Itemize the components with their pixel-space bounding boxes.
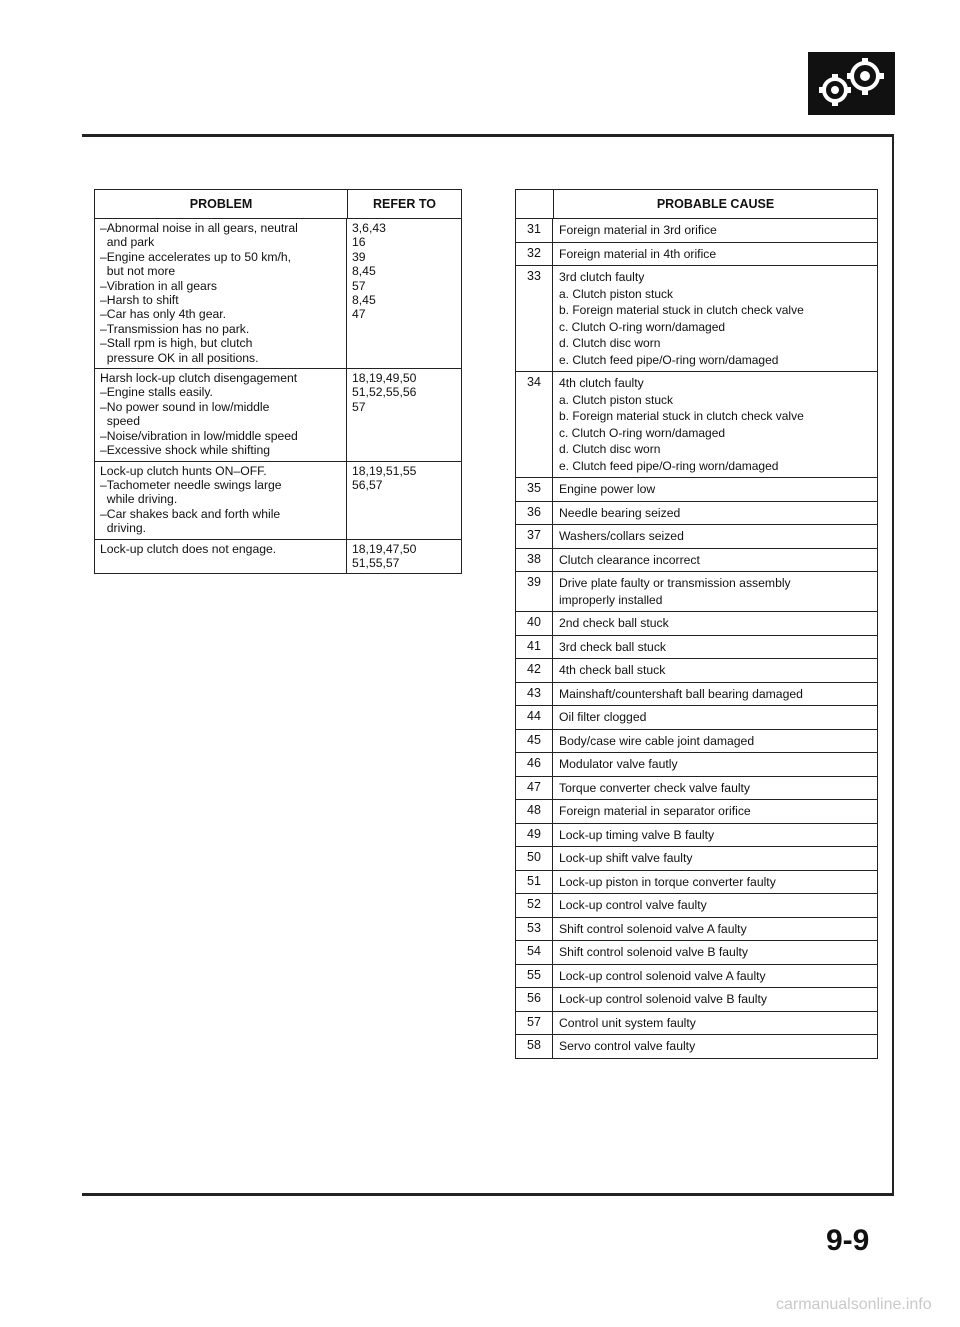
- cause-number: 41: [516, 636, 553, 659]
- cause-subline: b. Foreign material stuck in clutch check valve: [559, 409, 804, 423]
- cause-number: 31: [516, 219, 553, 242]
- header-number-cell: [516, 190, 554, 218]
- problem-row: [95, 540, 461, 574]
- problem-line: and park: [100, 235, 155, 250]
- cause-text: [553, 478, 877, 501]
- cause-row: [516, 777, 877, 801]
- cause-line: Lock-up control solenoid valve B faulty: [559, 992, 767, 1006]
- cause-line: Foreign material in 4th orifice: [559, 246, 717, 261]
- cause-line: Needle bearing seized: [559, 505, 681, 520]
- cause-number: 53: [516, 918, 553, 941]
- problem-line: but not more: [100, 264, 176, 279]
- cause-subline: b. Foreign material stuck in clutch check valve: [559, 303, 804, 317]
- refer-to-line: 51,52,55,56: [352, 385, 417, 400]
- refer-to-line: 51,55,57: [352, 555, 400, 570]
- cause-line: 3rd check ball stuck: [559, 639, 667, 654]
- refer-to-line: 57: [352, 278, 366, 293]
- cause-line: Engine power low: [559, 482, 656, 496]
- cause-text: [553, 502, 877, 525]
- problem-line: –Transmission has no park.: [100, 321, 250, 336]
- problem-row: [95, 369, 461, 461]
- page-number: 9-9: [826, 1224, 870, 1257]
- cause-text: [553, 730, 877, 753]
- problem-line: –Engine accelerates up to 50 km/h,: [100, 249, 292, 264]
- cause-row: [516, 219, 877, 243]
- cause-row: [516, 824, 877, 848]
- cause-text: [553, 372, 877, 477]
- cause-line: Modulator valve fautly: [559, 757, 678, 771]
- cause-row: [516, 525, 877, 549]
- cause-text: [553, 525, 877, 548]
- cause-number: 40: [516, 612, 553, 635]
- cause-line: Shift control solenoid valve A faulty: [559, 921, 747, 936]
- cause-subline: e. Clutch feed pipe/O-ring worn/damaged: [559, 458, 779, 473]
- problem-line: –Car shakes back and forth while: [100, 506, 281, 521]
- cause-row: [516, 636, 877, 660]
- cause-number: 45: [516, 730, 553, 753]
- cause-subline: e. Clutch feed pipe/O-ring worn/damaged: [559, 352, 779, 367]
- cause-text: [553, 988, 877, 1011]
- cause-row: [516, 372, 877, 478]
- problem-line: Lock-up clutch hunts ON–OFF.: [100, 463, 267, 478]
- problem-line: –Tachometer needle swings large: [100, 477, 282, 492]
- cause-text: [553, 918, 877, 941]
- problem-line: pressure OK in all positions.: [100, 350, 259, 365]
- cause-line: Lock-up timing valve B faulty: [559, 827, 715, 842]
- problem-line: –Harsh to shift: [100, 293, 179, 308]
- cause-line: Washers/collars seized: [559, 529, 684, 543]
- cause-row: [516, 683, 877, 707]
- cause-number: 33: [516, 266, 553, 371]
- cause-text: [553, 266, 877, 371]
- problem-line: Lock-up clutch does not engage.: [100, 541, 277, 556]
- cause-number: 34: [516, 372, 553, 477]
- refer-to-line: 56,57: [352, 477, 383, 492]
- cause-line: Foreign material in separator orifice: [559, 804, 751, 818]
- cause-row: [516, 502, 877, 526]
- cause-text: [553, 753, 877, 776]
- cause-number: 42: [516, 659, 553, 682]
- problem-line: driving.: [100, 521, 147, 536]
- cause-number: 57: [516, 1012, 553, 1035]
- problem-table-header: [95, 190, 461, 219]
- cause-line: Shift control solenoid valve B faulty: [559, 945, 749, 959]
- refer-to-line: 8,45: [352, 293, 376, 308]
- cause-line: Clutch clearance incorrect: [559, 552, 700, 567]
- cause-number: 44: [516, 706, 553, 729]
- cause-line: Lock-up control solenoid valve A faulty: [559, 968, 766, 983]
- problem-line: –No power sound in low/middle: [100, 399, 270, 414]
- cause-line: Oil filter clogged: [559, 710, 647, 724]
- cause-line: Foreign material in 3rd orifice: [559, 223, 717, 237]
- problem-line: –Car has only 4th gear.: [100, 307, 227, 322]
- cause-text: [553, 777, 877, 800]
- cause-line: 4th check ball stuck: [559, 663, 666, 677]
- cause-number: 54: [516, 941, 553, 964]
- cause-row: [516, 965, 877, 989]
- problem-line: speed: [100, 414, 140, 429]
- refer-to-line: 16: [352, 235, 366, 250]
- cause-row: [516, 847, 877, 871]
- cause-text: [553, 572, 877, 611]
- problem-cell: [95, 369, 347, 460]
- problem-line: –Stall rpm is high, but clutch: [100, 336, 253, 351]
- cause-line: Torque converter check valve faulty: [559, 780, 751, 795]
- cause-number: 55: [516, 965, 553, 988]
- cause-number: 56: [516, 988, 553, 1011]
- cause-number: 46: [516, 753, 553, 776]
- cause-line: Control unit system faulty: [559, 1015, 696, 1030]
- cause-text: [553, 894, 877, 917]
- cause-row: [516, 659, 877, 683]
- top-rule: [82, 134, 892, 137]
- probable-cause-header: [516, 190, 877, 219]
- problem-cell: [95, 540, 347, 574]
- cause-subline: d. Clutch disc worn: [559, 442, 661, 456]
- cause-row: [516, 612, 877, 636]
- cause-text: [553, 659, 877, 682]
- cause-line: 3rd clutch faulty: [559, 270, 645, 284]
- cause-number: 47: [516, 777, 553, 800]
- cause-text: [553, 612, 877, 635]
- cause-row: [516, 572, 877, 612]
- cause-number: 49: [516, 824, 553, 847]
- cause-text: [553, 683, 877, 706]
- cause-number: 43: [516, 683, 553, 706]
- cause-row: [516, 1012, 877, 1036]
- header-refer-to: REFER TO: [373, 197, 436, 211]
- problem-line: Harsh lock-up clutch disengagement: [100, 371, 298, 386]
- cause-text: [553, 1012, 877, 1035]
- cause-text: [553, 800, 877, 823]
- cause-number: 52: [516, 894, 553, 917]
- cause-subline: d. Clutch disc worn: [559, 336, 661, 350]
- cause-line: Servo control valve faulty: [559, 1039, 696, 1053]
- refer-to-cell: [347, 219, 461, 368]
- cause-number: 48: [516, 800, 553, 823]
- refer-to-line: 18,19,47,50: [352, 541, 417, 556]
- cause-number: 37: [516, 525, 553, 548]
- cause-number: 38: [516, 549, 553, 572]
- cause-row: [516, 988, 877, 1012]
- watermark: carmanualsonline.info: [776, 1296, 932, 1313]
- cause-text: [553, 243, 877, 266]
- cause-text: [553, 965, 877, 988]
- header-probable-cause: PROBABLE CAUSE: [656, 197, 775, 211]
- cause-line: Lock-up shift valve faulty: [559, 851, 693, 865]
- cause-row: [516, 941, 877, 965]
- cause-text: [553, 871, 877, 894]
- refer-to-cell: [347, 369, 461, 460]
- refer-to-line: 18,19,51,55: [352, 463, 417, 478]
- problem-line: –Abnormal noise in all gears, neutral: [100, 221, 298, 235]
- cause-number: 51: [516, 871, 553, 894]
- cause-row: [516, 478, 877, 502]
- cause-line: Body/case wire cable joint damaged: [559, 733, 755, 748]
- cause-subline: c. Clutch O-ring worn/damaged: [559, 425, 726, 440]
- cause-row: [516, 730, 877, 754]
- refer-to-line: 3,6,43: [352, 221, 386, 235]
- cause-subline: improperly installed: [559, 592, 663, 607]
- cause-row: [516, 549, 877, 573]
- cause-number: 58: [516, 1035, 553, 1058]
- cause-line: Mainshaft/countershaft ball bearing damaged: [559, 686, 803, 701]
- problem-line: –Excessive shock while shifting: [100, 443, 271, 458]
- cause-text: [553, 706, 877, 729]
- refer-to-line: 8,45: [352, 264, 376, 279]
- problem-cell: [95, 219, 347, 368]
- cause-row: [516, 918, 877, 942]
- cause-row: [516, 1035, 877, 1058]
- cause-text: [553, 824, 877, 847]
- cause-row: [516, 753, 877, 777]
- probable-cause-table: [515, 189, 878, 1059]
- cause-subline: a. Clutch piston stuck: [559, 286, 674, 301]
- cause-number: 39: [516, 572, 553, 611]
- problem-line: –Engine stalls easily.: [100, 385, 213, 400]
- cause-text: [553, 636, 877, 659]
- cause-number: 36: [516, 502, 553, 525]
- cause-number: 50: [516, 847, 553, 870]
- cause-subline: c. Clutch O-ring worn/damaged: [559, 319, 726, 334]
- problem-row: [95, 462, 461, 540]
- problem-line: –Noise/vibration in low/middle speed: [100, 428, 298, 443]
- cause-row: [516, 266, 877, 372]
- cause-line: 4th clutch faulty: [559, 376, 644, 390]
- right-rule: [892, 134, 894, 1194]
- refer-to-line: 39: [352, 249, 366, 264]
- refer-to-line: 57: [352, 399, 366, 414]
- cause-text: [553, 941, 877, 964]
- header-problem: PROBLEM: [95, 190, 348, 218]
- cause-row: [516, 243, 877, 267]
- problem-row: [95, 219, 461, 369]
- refer-to-line: 47: [352, 307, 366, 322]
- cause-row: [516, 706, 877, 730]
- problem-line: while driving.: [100, 492, 178, 507]
- cause-text: [553, 219, 877, 242]
- transmission-gears-icon: [808, 52, 895, 115]
- cause-line: Lock-up piston in torque converter faulty: [559, 874, 776, 889]
- cause-row: [516, 871, 877, 895]
- refer-to-cell: [347, 462, 461, 539]
- cause-number: 35: [516, 478, 553, 501]
- cause-text: [553, 1035, 877, 1058]
- problem-table: [94, 189, 462, 574]
- cause-row: [516, 894, 877, 918]
- cause-number: 32: [516, 243, 553, 266]
- cause-text: [553, 549, 877, 572]
- cause-row: [516, 800, 877, 824]
- cause-line: Lock-up control valve faulty: [559, 898, 707, 912]
- refer-to-cell: [347, 540, 461, 574]
- bottom-rule: [82, 1193, 894, 1196]
- cause-line: Drive plate faulty or transmission assembly: [559, 576, 791, 590]
- problem-cell: [95, 462, 347, 539]
- cause-text: [553, 847, 877, 870]
- cause-subline: a. Clutch piston stuck: [559, 392, 674, 407]
- refer-to-line: 18,19,49,50: [352, 371, 417, 386]
- problem-line: –Vibration in all gears: [100, 278, 217, 293]
- cause-line: 2nd check ball stuck: [559, 616, 669, 630]
